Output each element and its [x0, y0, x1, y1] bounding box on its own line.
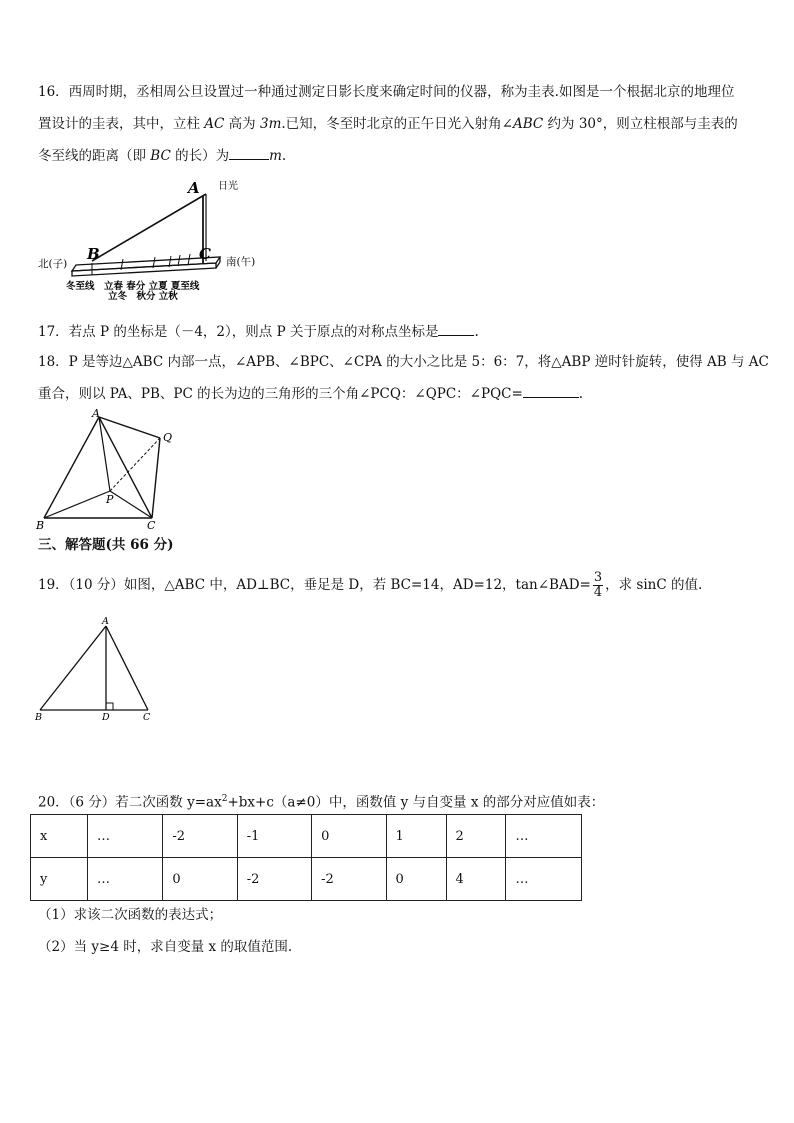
- table-cell: 4: [446, 858, 506, 901]
- q20-exponent: 2: [221, 794, 228, 804]
- table-cell: 2: [446, 815, 506, 858]
- q18-line1: 18．P 是等边△ABC 内部一点，∠APB、∠BPC、∠CPA 的大小之比是 5：6：7，将△ABP 逆时针旋转，使得 AB 与 AC: [38, 354, 769, 370]
- fig16-sunlight-label: 日光: [218, 181, 238, 192]
- q16-text: .: [281, 148, 287, 164]
- fraction-numerator: 3: [593, 570, 603, 585]
- q18-text: 重合，则以 PA、PB、PC 的长为边的三角形的三个角∠PCQ：∠QPC：∠PQC=: [38, 386, 523, 402]
- q19-line: [38, 571, 702, 600]
- fig19-label-a: A: [102, 616, 109, 627]
- fraction-denominator: 4: [593, 585, 603, 600]
- fig16-row1-labels: 冬至线 立春 春分 立夏 夏至线: [66, 281, 200, 292]
- q16-text: 冬至线的距离（即: [38, 148, 151, 164]
- q16-var-ac: AC: [204, 116, 225, 132]
- q19-text: ，求 sinC 的值.: [605, 577, 703, 593]
- table-cell: …: [506, 858, 582, 901]
- q16-unit: m: [269, 148, 282, 164]
- answer-blank-17[interactable]: [438, 321, 474, 336]
- fig16-row2-labels: 立冬 秋分 立秋: [108, 291, 178, 302]
- table-cell: x: [31, 815, 88, 858]
- q20-text: +bx+c（a≠0）中，函数值 y 与自变量 x 的部分对应值如表：: [227, 794, 605, 811]
- fig16-label-a: A: [188, 179, 200, 197]
- fig18-label-q: Q: [163, 431, 173, 444]
- q20-part2: （2）当 y≥4 时，求自变量 x 的取值范围.: [38, 939, 293, 955]
- table-cell: 1: [386, 815, 446, 858]
- q17-line: [38, 321, 479, 342]
- q20-part1: （1）求该二次函数的表达式；: [38, 907, 223, 923]
- table-cell: -2: [163, 815, 237, 858]
- q16-text: 约为 30°，则立柱根部与圭表的: [543, 116, 738, 132]
- table-cell: -2: [312, 858, 386, 901]
- table-row-x: [31, 815, 582, 858]
- table-row-y: [31, 858, 582, 901]
- q20-line: [38, 789, 604, 813]
- q20-text: 20．（6 分）若二次函数 y=ax: [38, 794, 222, 811]
- fig19-label-c: C: [143, 712, 151, 723]
- fig16-north-label: 北(子): [38, 258, 68, 270]
- q16-text: 的长）为: [170, 148, 230, 164]
- fig18-label-b: B: [36, 519, 45, 532]
- fig18-label-a: A: [92, 407, 100, 420]
- q18-end: .: [578, 386, 584, 402]
- fig18-label-c: C: [147, 519, 156, 532]
- q17-text: 17．若点 P 的坐标是（－4，2），则点 P 关于原点的对称点坐标是: [38, 324, 439, 340]
- q16-line1: 16．西周时期，丞相周公旦设置过一种通过测定日影长度来确定时间的仪器，称为圭表.如图是一个根据北京的地理位: [38, 84, 735, 100]
- fig16-south-label: 南(午): [226, 256, 256, 268]
- table-cell: 0: [386, 858, 446, 901]
- q19-text: 19．（10 分）如图，△ABC 中，AD⊥BC，垂足是 D，若 BC=14，AD=12，tan∠BAD=: [38, 577, 591, 593]
- q16-var-abc: ABC: [512, 116, 544, 132]
- fig19-label-b: B: [35, 712, 42, 723]
- table-cell: 0: [312, 815, 386, 858]
- q16-var-3m: 3m: [259, 116, 282, 132]
- right-triangle-figure: [30, 612, 170, 724]
- q18-line2: [38, 383, 583, 404]
- table-cell: -1: [237, 815, 311, 858]
- q17-end: .: [474, 324, 479, 340]
- answer-blank-18[interactable]: [523, 383, 579, 398]
- table-cell: …: [506, 815, 582, 858]
- q16-var-bc: BC: [150, 148, 171, 164]
- fig18-label-p: P: [106, 493, 114, 506]
- q16-text: 高为: [224, 116, 260, 132]
- table-cell: 0: [163, 858, 237, 901]
- fig16-label-c: C: [199, 245, 211, 263]
- fig19-label-d: D: [102, 712, 110, 723]
- q16-text: 置设计的圭表，其中，立柱: [38, 116, 205, 132]
- triangle-rotation-figure: [30, 405, 190, 535]
- q16-text: .已知，冬至时北京的正午日光入射角∠: [281, 116, 513, 132]
- fig16-label-b: B: [87, 245, 100, 263]
- table-cell: …: [87, 815, 162, 858]
- table-cell: -2: [237, 858, 311, 901]
- table-cell: y: [31, 858, 88, 901]
- table-cell: …: [87, 858, 162, 901]
- q16-line3: [38, 145, 286, 166]
- fraction-three-fourths: [593, 571, 603, 600]
- section-heading: 三、解答题(共 66 分): [38, 537, 174, 553]
- value-table: [30, 814, 582, 901]
- gnomon-figure: [30, 175, 270, 305]
- answer-blank-16[interactable]: [229, 145, 269, 160]
- q16-line2: [38, 114, 738, 134]
